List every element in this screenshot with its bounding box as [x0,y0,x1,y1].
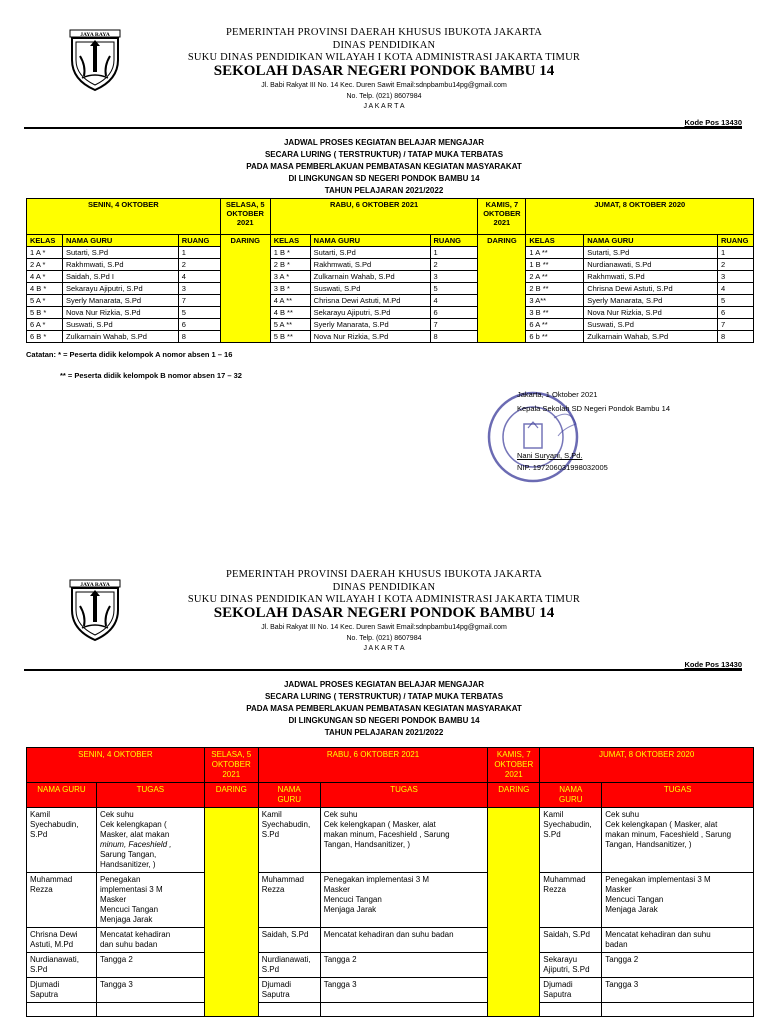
table-row: 5 A * Syerly Manarata, S.Pd 7 4 A ** Chrisna Dewi Astuti, M.Pd 4 3 A** Syerly Manarata, S.Pd 5 [27,295,754,307]
col-tugas: TUGAS [96,783,204,808]
day-jumat: JUMAT, 8 OKTOBER 2020 [540,748,754,783]
table-row: 6 B * Zulkarnain Wahab, S.Pd 8 5 B ** Nova Nur Rizkia, S.Pd 8 6 b ** Zulkarnain Wahab, S.Pd 8 [27,331,754,343]
col-nama-guru: NAMA GURU [310,235,430,247]
doc-title: JADWAL PROSES KEGIATAN BELAJAR MENGAJAR [283,680,485,689]
kop-phone: No. Telp. (021) 8607984 [346,635,422,642]
duty-table [26,747,754,1017]
divider [24,127,742,129]
kop-suku-dinas: SUKU DINAS PENDIDIKAN WILAYAH I KOTA ADMINISTRASI JAKARTA TIMUR [187,594,581,605]
col-nama-guru: NAMA GURU [540,783,602,808]
catatan-note: Catatan: * = Peserta didik kelompok A nomor absen 1 – 16 [26,350,233,359]
col-nama-guru: NAMA GURU [584,235,718,247]
daring-kamis [488,808,540,1017]
doc-year: TAHUN PELAJARAN 2021/2022 [324,728,444,737]
kode-pos: Kode Pos 13430 [684,660,742,669]
day-kamis: KAMIS, 7 OKTOBER 2021 [478,199,526,235]
catatan-note-2: ** = Peserta didik kelompok B nomor absen 17 – 32 [60,371,242,380]
kop-school-name: SEKOLAH DASAR NEGERI PONDOK BAMBU 14 [213,605,555,621]
table-row: 4 A * Saidah, S.Pd I 4 3 A * Zulkarnain Wahab, S.Pd 3 2 A ** Rakhmwati, S.Pd 3 [27,271,754,283]
doc-year: TAHUN PELAJARAN 2021/2022 [324,186,444,195]
kop-school-name: SEKOLAH DASAR NEGERI PONDOK BAMBU 14 [213,63,555,79]
col-kelas: KELAS [526,235,584,247]
table-row: Djumadi Saputra Tangga 3 Djumadi Saputra Tangga 3 Djumadi Saputra Tangga 3 [27,978,754,1003]
col-daring: DARING [488,783,540,808]
doc-subtitle-1: SECARA LURING ( TERSTRUKTUR) / TATAP MUKA TERBATAS [264,692,504,701]
sign-name: Nani Suryani, S.Pd. [517,451,583,460]
logo-text: JAYA RAYA [80,582,110,588]
col-daring: DARING [204,783,258,808]
day-senin: SENIN, 4 OKTOBER [27,199,221,235]
doc-subtitle-1: SECARA LURING ( TERSTRUKTUR) / TATAP MUKA TERBATAS [264,150,504,159]
sign-role: Kepala Sekolah SD Negeri Pondok Bambu 14 [517,404,671,413]
kop-government: PEMERINTAH PROVINSI DAERAH KHUSUS IBUKOTA JAKARTA [225,27,543,38]
col-kelas: KELAS [27,235,63,247]
kop-phone: No. Telp. (021) 8607984 [346,93,422,100]
col-ruang: RUANG [430,235,478,247]
table-row: Nurdianawati, S.Pd Tangga 2 Nurdianawati, S.Pd Tangga 2 Sekarayu Ajiputri, S.Pd Tangga 2 [27,953,754,978]
table-row: Muhammad Rezza Penegakan implementasi 3 M Masker Mencuci Tangan Menjaga Jarak Muhammad Rezza Penegakan implementasi 3 M Masker Mencuci Tangan Menjaga Jarak Muhammad Rezza Penegakan implementasi 3 M Masker Mencuci Tangan Menjaga Jarak [27,873,754,928]
table-row [27,1003,754,1017]
sign-nip: NIP. 197206031998032005 [517,463,608,472]
doc-subtitle-2: PADA MASA PEMBERLAKUAN PEMBATASAN KEGIATAN MASYARAKAT [246,704,522,713]
letterhead-top [0,0,768,140]
daring-kamis: DARING [478,235,526,343]
kop-address: Jl. Babi Rakyat III No. 14 Kec. Duren Sawit Email:sdnpbambu14pg@gmail.com [261,624,507,631]
table-row: 2 A * Rakhmwati, S.Pd 2 2 B * Rakhmwati, S.Pd 2 1 B ** Nurdianawati, S.Pd 2 [27,259,754,271]
kop-city: J A K A R T A [363,645,405,652]
schedule-table [26,198,754,343]
col-ruang: RUANG [178,235,220,247]
day-rabu: RABU, 6 OKTOBER 2021 [270,199,478,235]
daring-selasa: DARING [220,235,270,343]
kop-government: PEMERINTAH PROVINSI DAERAH KHUSUS IBUKOTA JAKARTA [225,569,543,580]
kop-dinas: DINAS PENDIDIKAN [332,40,436,51]
kop-suku-dinas: SUKU DINAS PENDIDIKAN WILAYAH I KOTA ADMINISTRASI JAKARTA TIMUR [187,52,581,63]
doc-subtitle-2: PADA MASA PEMBERLAKUAN PEMBATASAN KEGIATAN MASYARAKAT [246,162,522,171]
table-row: Chrisna Dewi Astuti, M.Pd Mencatat kehadiran dan suhu badan Saidah, S.Pd Mencatat kehadiran dan suhu badan Saidah, S.Pd Mencatat kehadiran dan suhu badan [27,928,754,953]
day-senin: SENIN, 4 OKTOBER [27,748,205,783]
col-nama-guru: NAMA GURU [62,235,178,247]
day-kamis: KAMIS, 7 OKTOBER 2021 [488,748,540,783]
col-kelas: KELAS [270,235,310,247]
table-row: 6 A * Suswati, S.Pd 6 5 A ** Syerly Manarata, S.Pd 7 6 A ** Suswati, S.Pd 7 [27,319,754,331]
doc-subtitle-3: DI LINGKUNGAN SD NEGERI PONDOK BAMBU 14 [288,174,480,183]
col-ruang: RUANG [717,235,753,247]
table-row: Kamil Syechabudin, S.Pd Cek suhu Cek kelengkapan ( Masker, alat makan minum, Faceshield , Sarung Tangan, Handsanitizer, ) Kamil Syechabudin, S.Pd Cek suhu Cek kelengkapan ( Masker, alat makan minum, Faceshield , Sarung Tangan, Handsanitizer, ) Kamil Syechabudin, S.Pd Cek suhu Cek kelengkapan ( Masker, alat makan minum, Faceshield , Sarung Tangan, Handsanitizer, ) [27,808,754,873]
kop-city: J A K A R T A [363,103,405,110]
kop-dinas: DINAS PENDIDIKAN [332,582,436,593]
day-rabu: RABU, 6 OKTOBER 2021 [258,748,488,783]
logo-text: JAYA RAYA [80,32,110,38]
kop-address: Jl. Babi Rakyat III No. 14 Kec. Duren Sawit Email:sdnpbambu14pg@gmail.com [261,82,507,89]
col-nama-guru: NAMA GURU [258,783,320,808]
doc-title: JADWAL PROSES KEGIATAN BELAJAR MENGAJAR [283,138,485,147]
col-tugas: TUGAS [320,783,488,808]
table-row: 1 A * Sutarti, S.Pd 1 1 B * Sutarti, S.Pd 1 1 A ** Sutarti, S.Pd 1 [27,247,754,259]
letterhead-bottom [0,552,768,682]
table-row: 5 B * Nova Nur Rizkia, S.Pd 5 4 B ** Sekarayu Ajiputri, S.Pd 6 3 B ** Nova Nur Rizkia, S.Pd 6 [27,307,754,319]
doc-subtitle-3: DI LINGKUNGAN SD NEGERI PONDOK BAMBU 14 [288,716,480,725]
col-tugas: TUGAS [602,783,754,808]
daring-selasa [204,808,258,1017]
col-nama-guru: NAMA GURU [27,783,97,808]
day-selasa: SELASA, 5 OKTOBER 2021 [204,748,258,783]
table-row: 4 B * Sekarayu Ajiputri, S.Pd 3 3 B * Suswati, S.Pd 5 2 B ** Chrisna Dewi Astuti, S.Pd 4 [27,283,754,295]
sign-place-date: Jakarta, 1 Oktober 2021 [517,390,598,399]
day-selasa: SELASA, 5 OKTOBER 2021 [220,199,270,235]
kode-pos: Kode Pos 13430 [684,118,742,127]
divider [24,669,742,671]
day-jumat: JUMAT, 8 OKTOBER 2020 [526,199,754,235]
